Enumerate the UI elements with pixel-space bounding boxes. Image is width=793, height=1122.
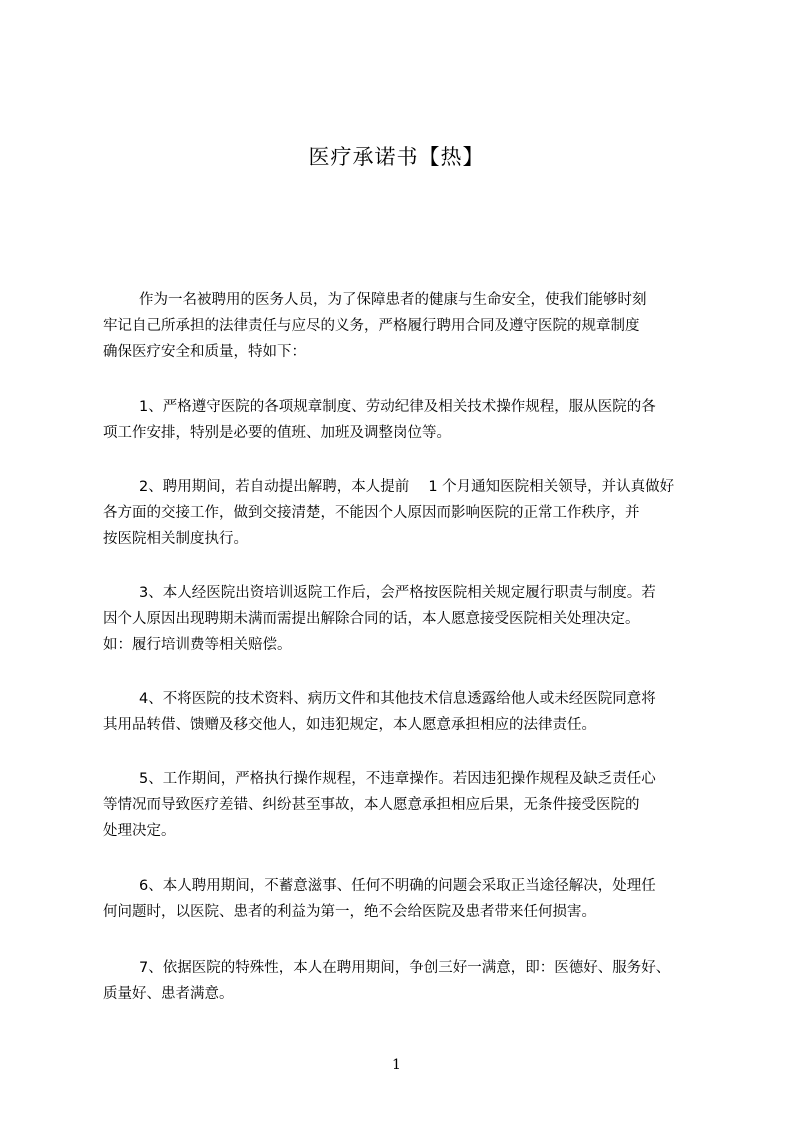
page-number: 1: [392, 1057, 401, 1073]
paragraph-line: 各方面的交接工作，做到交接清楚，不能因个人原因而影响医院的正常工作秩序，并: [103, 505, 640, 521]
paragraph-line: 1、严格遵守医院的各项规章制度、劳动纪律及相关技术操作规程，服从医院的各: [139, 399, 656, 415]
document-title: 医疗承诺书【热】: [308, 145, 485, 169]
paragraph-line: 2、聘用期间，若自动提出解聘，本人提前 1 个月通知医院相关领导，并认真做好: [139, 479, 675, 495]
paragraph-line: 4、不将医院的技术资料、病历文件和其他技术信息透露给他人或未经医院同意将: [139, 691, 656, 707]
paragraph-line: 按医院相关制度执行。: [103, 531, 248, 547]
paragraph-line: 5、工作期间，严格执行操作规程，不违章操作。若因违犯操作规程及缺乏责任心: [139, 771, 656, 787]
paragraph-line: 确保医疗安全和质量，特如下：: [103, 344, 306, 360]
paragraph-item-2: [103, 474, 723, 552]
paragraph-item-7: [103, 955, 723, 1007]
paragraph-line: 项工作安排，特别是必要的值班、加班及调整岗位等。: [103, 425, 451, 441]
paragraph-item-6: [103, 873, 723, 925]
paragraph-line: 如：履行培训费等相关赔偿。: [103, 637, 292, 653]
paragraph-line: 因个人原因出现聘期未满而需提出解除合同的话，本人愿意接受医院相关处理决定。: [103, 611, 640, 627]
paragraph-line: 3、本人经医院出资培训返院工作后，会严格按医院相关规定履行职责与制度。若: [139, 585, 656, 601]
paragraph-line: 6、本人聘用期间，不蓄意滋事、任何不明确的问题会采取正当途径解决，处理任: [139, 878, 656, 894]
paragraph-item-3: [103, 580, 723, 658]
paragraph-line: 作为一名被聘用的医务人员，为了保障患者的健康与生命安全，使我们能够时刻: [139, 292, 647, 308]
paragraph-line: 处理决定。: [103, 823, 176, 839]
paragraph-line: 7、依据医院的特殊性，本人在聘用期间，争创三好一满意，即：医德好、服务好、: [139, 960, 671, 976]
paragraph-line: 其用品转借、馈赠及移交他人，如违犯规定，本人愿意承担相应的法律责任。: [103, 717, 596, 733]
paragraph-line: 何问题时，以医院、患者的利益为第一，绝不会给医院及患者带来任何损害。: [103, 904, 596, 920]
paragraph-item-1: [103, 394, 723, 446]
paragraph-item-5: [103, 766, 723, 844]
paragraph-item-4: [103, 686, 723, 738]
paragraph-line: 质量好、患者满意。: [103, 986, 234, 1002]
paragraph-line: 等情况而导致医疗差错、纠纷甚至事故，本人愿意承担相应后果，无条件接受医院的: [103, 797, 640, 813]
paragraph-line: 牢记自己所承担的法律责任与应尽的义务，严格履行聘用合同及遵守医院的规章制度: [103, 318, 640, 334]
paragraph-intro: [103, 287, 723, 365]
